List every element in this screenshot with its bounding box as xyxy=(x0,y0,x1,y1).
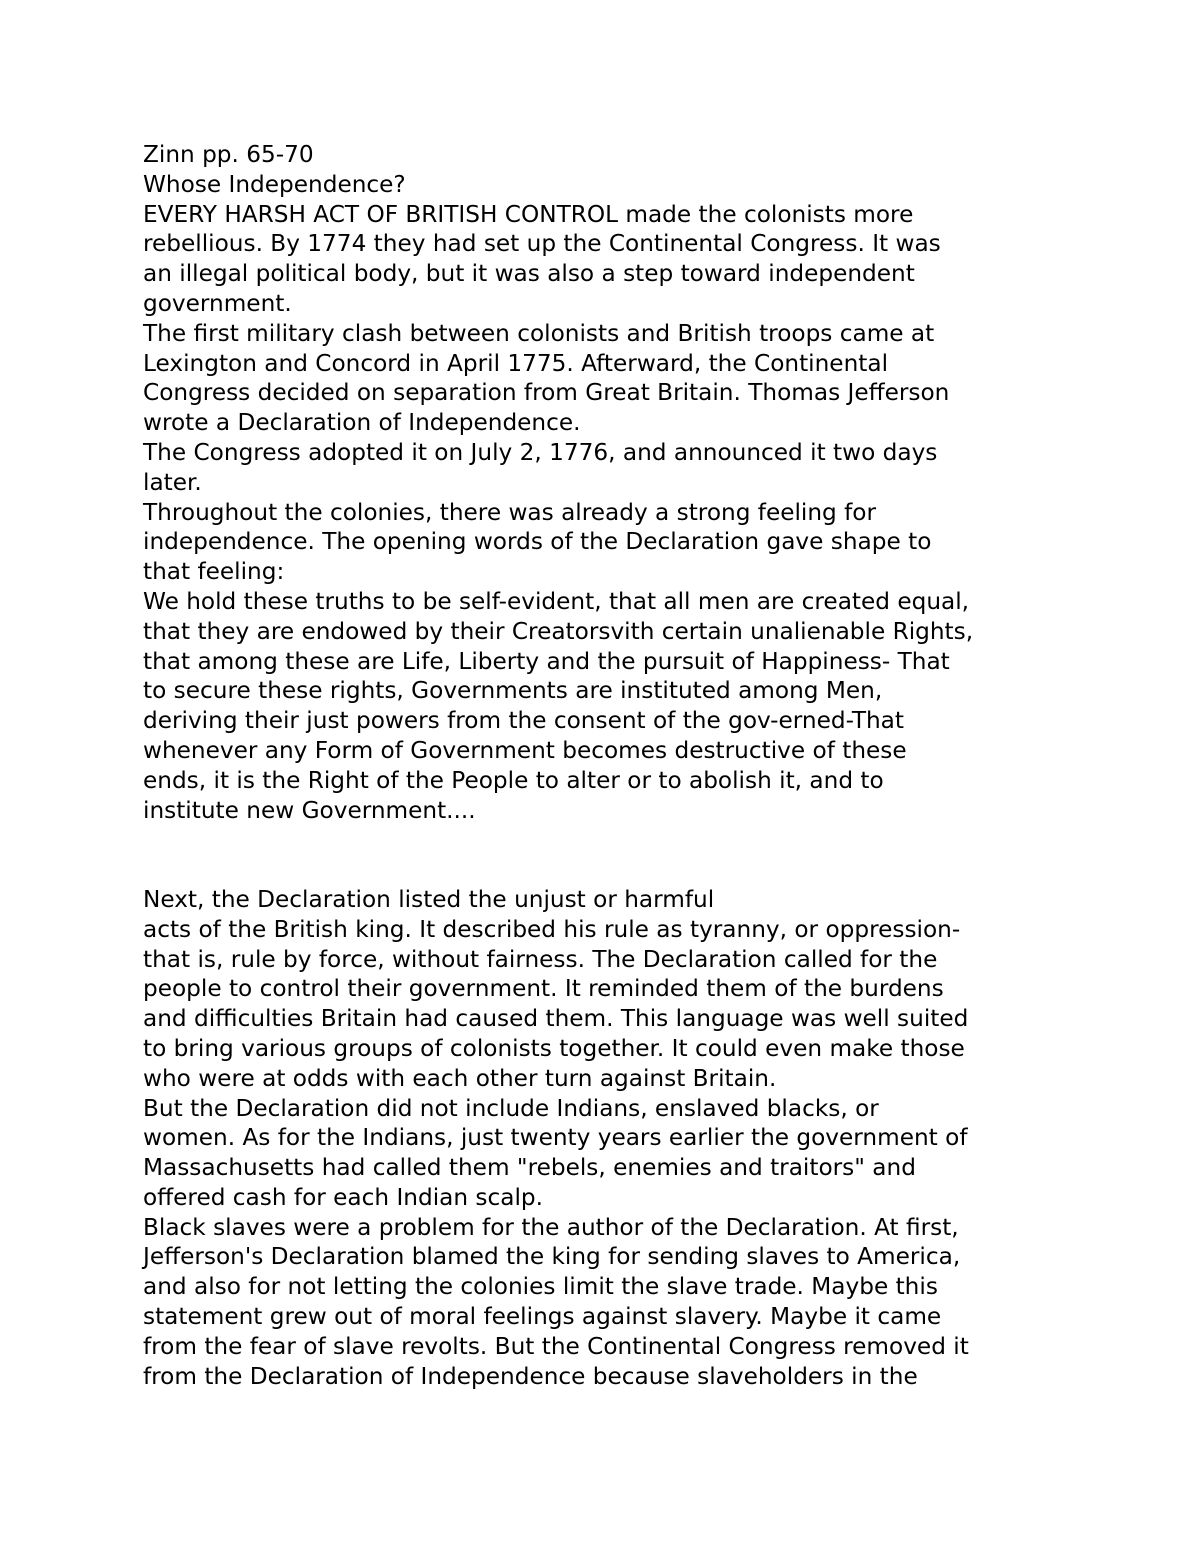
text-line: whenever any Form of Government becomes destructive of these xyxy=(143,736,907,764)
text-line: offered cash for each Indian scalp. xyxy=(143,1183,543,1211)
text-line: from the Declaration of Independence because slaveholders in the xyxy=(143,1362,918,1390)
section-2 xyxy=(143,885,1103,1392)
text-line: Black slaves were a problem for the author of the Declaration. At first, xyxy=(143,1213,959,1241)
text-line: that they are endowed by their Creatorsvith certain unalienable Rights, xyxy=(143,617,974,645)
text-line: acts of the British king. It described his rule as tyranny, or oppression- xyxy=(143,915,961,943)
text-line: Throughout the colonies, there was already a strong feeling for xyxy=(143,498,877,526)
text-line: Massachusetts had called them "rebels, enemies and traitors" and xyxy=(143,1154,916,1182)
text-line: EVERY HARSH ACT OF BRITISH CONTROL made the colonists more xyxy=(143,200,914,228)
text-line: and also for not letting the colonies limit the slave trade. Maybe this xyxy=(143,1273,938,1301)
document-title: Whose Independence? xyxy=(143,170,406,198)
text-line: The Congress adopted it on July 2, 1776, and announced it two days xyxy=(143,438,938,466)
text-line: But the Declaration did not include Indians, enslaved blacks, or xyxy=(143,1094,879,1122)
paragraph-gap xyxy=(143,825,1103,885)
text-line: wrote a Declaration of Independence. xyxy=(143,409,581,437)
text-line: We hold these truths to be self-evident, that all men are created equal, xyxy=(143,587,970,615)
text-line: people to control their government. It reminded them of the burdens xyxy=(143,975,944,1003)
text-line: independence. The opening words of the Declaration gave shape to xyxy=(143,528,932,556)
text-line: from the fear of slave revolts. But the Continental Congress removed it xyxy=(143,1332,969,1360)
text-line: Lexington and Concord in April 1775. Afterward, the Continental xyxy=(143,349,889,377)
text-line: deriving their just powers from the consent of the gov-erned-That xyxy=(143,707,904,735)
text-line: ends, it is the Right of the People to alter or to abolish it, and to xyxy=(143,766,884,794)
text-line: later. xyxy=(143,468,202,496)
text-line: statement grew out of moral feelings against slavery. Maybe it came xyxy=(143,1303,942,1331)
text-line: that feeling: xyxy=(143,558,285,586)
document-body xyxy=(143,140,1103,1391)
text-line: Jefferson's Declaration blamed the king for sending slaves to America, xyxy=(143,1243,961,1271)
text-line: Congress decided on separation from Great Britain. Thomas Jefferson xyxy=(143,379,950,407)
text-line: that among these are Life, Liberty and the pursuit of Happiness- That xyxy=(143,647,950,675)
text-line: to bring various groups of colonists together. It could even make those xyxy=(143,1034,965,1062)
text-line: women. As for the Indians, just twenty years earlier the government of xyxy=(143,1124,968,1152)
text-line: that is, rule by force, without fairness. The Declaration called for the xyxy=(143,945,938,973)
text-line: government. xyxy=(143,289,292,317)
text-line: to secure these rights, Governments are instituted among Men, xyxy=(143,677,883,705)
text-line: institute new Government.... xyxy=(143,796,476,824)
text-line: and difficulties Britain had caused them. This language was well suited xyxy=(143,1005,969,1033)
text-line: Next, the Declaration listed the unjust or harmful xyxy=(143,885,715,913)
text-line: who were at odds with each other turn against Britain. xyxy=(143,1064,777,1092)
text-line: an illegal political body, but it was also a step toward independent xyxy=(143,260,915,288)
text-line: The first military clash between colonists and British troops came at xyxy=(143,319,935,347)
section-1 xyxy=(143,200,1103,826)
text-line: rebellious. By 1774 they had set up the Continental Congress. It was xyxy=(143,230,941,258)
source-reference: Zinn pp. 65-70 xyxy=(143,141,314,168)
